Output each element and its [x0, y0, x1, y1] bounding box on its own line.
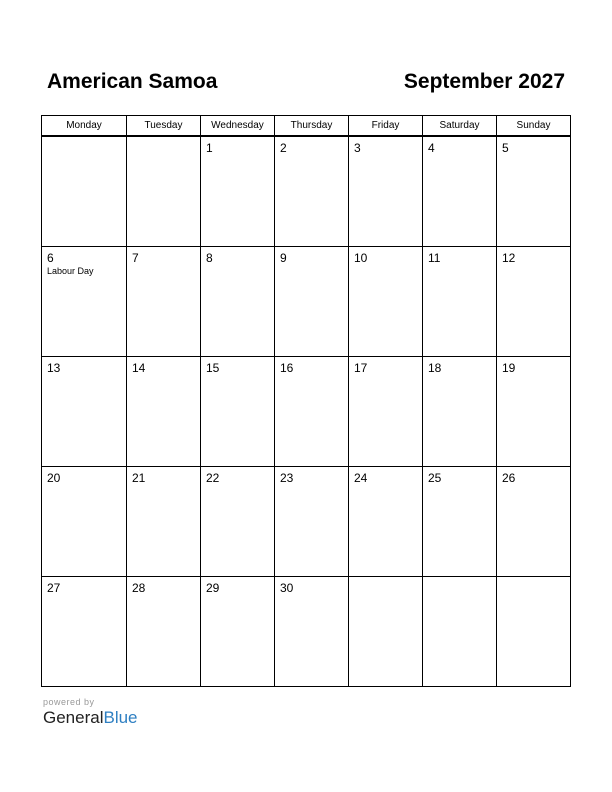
day-cell: [200, 356, 275, 467]
day-cell: [422, 136, 497, 247]
week-row: [41, 466, 571, 577]
day-cell: [126, 356, 201, 467]
week-row: [41, 246, 571, 357]
day-number: 13: [47, 361, 61, 375]
day-cell: [200, 246, 275, 357]
day-number: 19: [502, 361, 516, 375]
day-number: 6: [47, 251, 54, 265]
day-number: 8: [206, 251, 213, 265]
weekday-monday: Monday: [41, 115, 127, 136]
day-cell: [126, 246, 201, 357]
country-title: American Samoa: [47, 70, 218, 93]
day-cell: [422, 246, 497, 357]
day-number: 24: [354, 471, 368, 485]
day-number: 30: [280, 581, 294, 595]
brand-name-blue: Blue: [103, 708, 138, 727]
week-row: [41, 356, 571, 467]
day-number: 28: [132, 581, 146, 595]
day-number: 7: [132, 251, 139, 265]
weekday-friday: Friday: [348, 115, 423, 136]
day-number: 15: [206, 361, 220, 375]
holiday-label: Labour Day: [47, 266, 94, 276]
day-cell: [126, 136, 201, 247]
day-number: 5: [502, 141, 509, 155]
day-number: 25: [428, 471, 442, 485]
day-number: 12: [502, 251, 516, 265]
day-cell: [422, 576, 497, 687]
day-cell: [348, 466, 423, 577]
calendar-grid: [41, 115, 571, 689]
day-cell: [41, 136, 127, 247]
day-number: 16: [280, 361, 294, 375]
weekday-header-row: [41, 115, 571, 136]
day-cell: [274, 356, 349, 467]
day-cell: [348, 246, 423, 357]
weekday-wednesday: Wednesday: [200, 115, 275, 136]
day-cell: [41, 356, 127, 467]
day-cell: [496, 356, 571, 467]
weekday-tuesday: Tuesday: [126, 115, 201, 136]
weekday-sunday: Sunday: [496, 115, 571, 136]
day-cell: [274, 576, 349, 687]
day-cell: [126, 466, 201, 577]
day-cell: [274, 136, 349, 247]
footer: [43, 697, 138, 728]
day-number: 22: [206, 471, 220, 485]
day-number: 18: [428, 361, 442, 375]
day-cell: [496, 466, 571, 577]
day-cell: [200, 576, 275, 687]
day-cell: [348, 356, 423, 467]
day-cell: [200, 466, 275, 577]
day-cell: [41, 576, 127, 687]
week-row: [41, 576, 571, 687]
powered-by-text: powered by: [43, 697, 95, 707]
day-number: 3: [354, 141, 361, 155]
brand-name-general: General: [43, 708, 104, 727]
day-cell: [496, 136, 571, 247]
week-row: [41, 136, 571, 247]
day-cell: [274, 246, 349, 357]
brand-logo: [43, 708, 138, 728]
day-number: 29: [206, 581, 220, 595]
day-number: 11: [428, 251, 441, 265]
day-number: 26: [502, 471, 516, 485]
weekday-saturday: Saturday: [422, 115, 497, 136]
day-cell: [274, 466, 349, 577]
day-number: 14: [132, 361, 146, 375]
day-number: 1: [206, 141, 213, 155]
month-year-title: September 2027: [403, 70, 565, 93]
day-cell: [496, 246, 571, 357]
day-cell: [200, 136, 275, 247]
day-number: 2: [280, 141, 287, 155]
day-number: 21: [132, 471, 146, 485]
day-cell: [126, 576, 201, 687]
weekday-thursday: Thursday: [274, 115, 349, 136]
day-number: 27: [47, 581, 61, 595]
day-number: 4: [428, 141, 435, 155]
day-cell: [348, 576, 423, 687]
day-number: 10: [354, 251, 368, 265]
day-cell: [422, 466, 497, 577]
day-cell: [41, 466, 127, 577]
day-number: 20: [47, 471, 61, 485]
day-number: 9: [280, 251, 287, 265]
calendar-header: [47, 70, 565, 100]
day-cell: [41, 246, 127, 357]
day-cell: [348, 136, 423, 247]
day-cell: [422, 356, 497, 467]
day-cell: [496, 576, 571, 687]
day-number: 23: [280, 471, 294, 485]
day-number: 17: [354, 361, 368, 375]
